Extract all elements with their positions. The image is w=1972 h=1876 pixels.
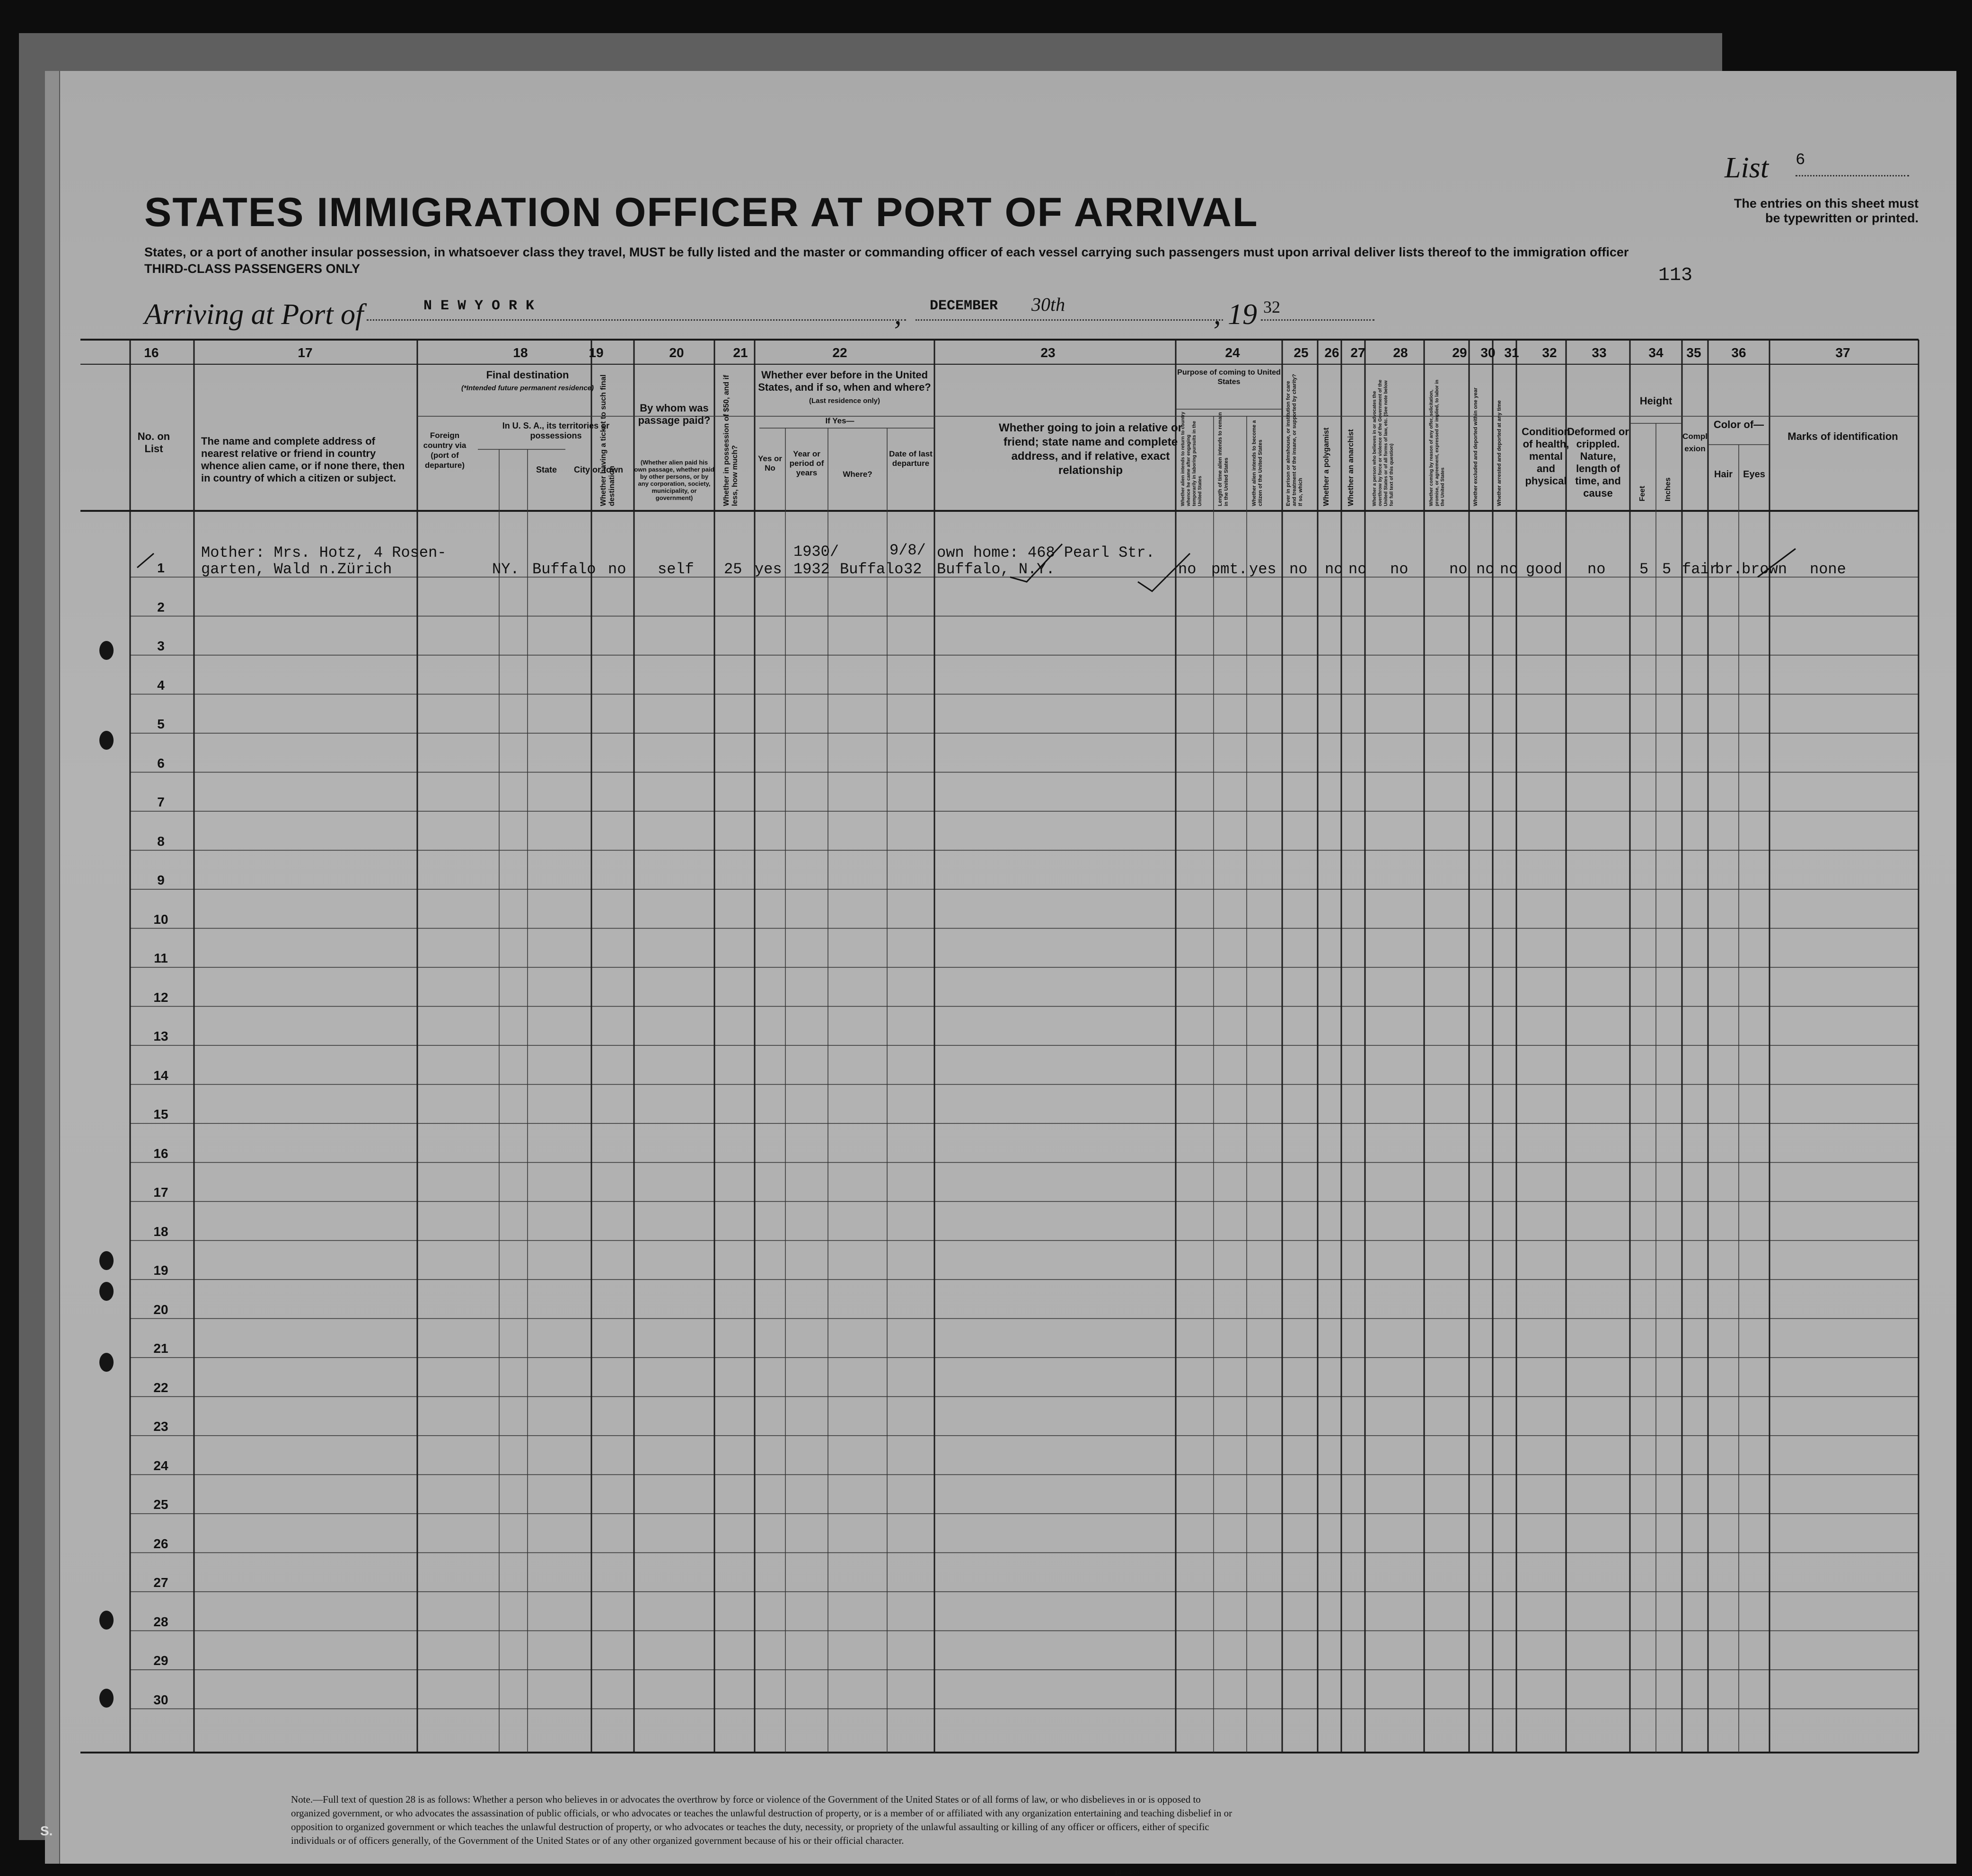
page-title: STATES IMMIGRATION OFFICER AT PORT OF ARRIVAL <box>144 190 1259 235</box>
row-number: 21 <box>153 1341 168 1356</box>
col-number: 22 <box>832 345 847 360</box>
header-anarchist: Whether an anarchist <box>1347 429 1355 506</box>
entry-overthrow: no <box>1390 561 1409 578</box>
entry-citizen: yes <box>1249 561 1277 578</box>
row-number: 12 <box>153 990 168 1005</box>
date-day: 30th <box>1031 294 1065 315</box>
entries-note-1: The entries on this sheet must <box>1734 196 1919 210</box>
header-return: Whether alien intends to return to country whence he came after engaging temporarily in laboring pursuits in the United States <box>1180 412 1203 506</box>
instruction-line-2: THIRD-CLASS PASSENGERS ONLY <box>144 262 361 276</box>
header-join-relative: Whether going to join a relative or friend; state name and complete address, and if relative, exact relationship <box>998 421 1183 477</box>
col-number: 20 <box>669 345 684 360</box>
entry-before-in-us: yes <box>755 561 782 578</box>
entry-anarchist: no <box>1348 561 1367 578</box>
row-number: 28 <box>153 1614 168 1629</box>
col-number: 34 <box>1648 345 1664 360</box>
manifest-sheet: List 6 STATES IMMIGRATION OFFICER AT PORT OF ARRIVAL The entries on this sheet must be typewritten or printed. States, or a port of another insular possession, in whatsoever class they travel, MUST be fully listed and the master or commanding officer of each vessel carrying such passengers must upon arrival deliver lists thereof to the immigration officer THIRD-CLASS PASSENGERS ONLY 113 Arriving at Port of N E W Y O R K , DECEMBER 30th , 19 32 16 17 18 19 20 21 22 23 24 25 26 27 28 29 30 31 32 33 34 35 36 37 No. on List The name and complete address of nearest relative or friend in country whence alien came, or if none there, then in country of which a citizen or subject. Final destination (*Intended future permanent residence) Foreign country via (port of departure) In U. S. A., its territories or possessions State City or town Whether having a ticket to such final destination By whom was passage paid? (Whether alien paid his own passage, whether paid by other persons, or by any corporation, society, municipality, or government) Whether in possession of $50, and if less, how much? Whether ever before in the United States, and if so, when and where? (Last residence only) If Yes— Yes or No Year or period of years Where? Date of last departure Whether going to join a relative or friend; state name and complete address, and if relative, exact relationship Purpose of coming to United States Whether alien intends to return to country whence he came after engaging temporarily in laboring pursuits in the United States Length of time alien intends to remain in the United States Whether alien intends to become a citizen of the United States Ever in prison or almshouse, or institution for care and treatment of the insane, or supported by charity? If so, which Whether a polygamist Whether an anarchist Whether a person who believes in or advocates the overthrow by force or violence of the Government of the United States or of all forms of law, etc. (See note below for full text of this question) Whether coming by reason of any offer, solicitation, promise, or agreement, expressed or implied, to labor in the United States Whether excluded and deported within one year Whether arrested and deported at any time Condition of health, mental and physical Deformed or crippled. Nature, length of time, and cause Height Feet Inches Complexion Color of— Hair Eyes Marks of identification 1 2 3 4 5 6 7 8 9 10 11 12 13 14 15 16 17 18 19 20 21 22 23 24 25 26 27 28 29 30 Mother: Mrs. Hotz, 4 Rosen- garten, Wald n.Zürich NY. Buffalo no self 25 yes 1930/ 1932 Buffalo 9/8/ 32 own home: 468 Pearl Str. Buffalo, N.Y. no pmt. yes no no no no no no no good no 5 5 fair br. brown none Note.—Full text of question 28 is as follows: Whether a person who believes in or advocates the overthrow by force or violence of the Government of the United States or of all forms of law, or who disbelieves in or is opposed to organized government, or who advocates the assassination of public officials, or who advocates or teaches the unlawful destruction of property, or is a member of or affiliated with any organization entertaining and teaching disbelief in or opposition to organized government or which teaches the unlawful destruction of property, or who advocates or teaches the duty, necessity, or propriety of the unlawful assaulting or killing of any officer or officers, either of specific individuals or of officers generally, of the Government of the United States or of any other organized government because of his or their official character. 14—480 S. <box>45 71 1956 1864</box>
row-number: 16 <box>153 1146 168 1161</box>
row-number: 24 <box>153 1458 168 1473</box>
entry-arrested: no <box>1500 561 1518 578</box>
col-number: 33 <box>1592 345 1607 360</box>
entry-return: no <box>1178 561 1197 578</box>
entry-length: pmt. <box>1211 561 1248 578</box>
col-number: 17 <box>298 345 313 360</box>
row-number: 19 <box>153 1263 168 1278</box>
entry-years-2: 1932 <box>793 561 830 578</box>
col-number: 29 <box>1452 345 1467 360</box>
header-polygamist: Whether a polygamist <box>1322 427 1330 506</box>
row-number: 2 <box>157 599 165 614</box>
col-number: 35 <box>1686 345 1701 360</box>
row-number: 10 <box>153 912 168 927</box>
header-inches: Inches <box>1664 477 1672 501</box>
header-final-destination: Final destination <box>486 369 569 381</box>
header-state: State <box>536 465 557 474</box>
header-citizen: Whether alien intends to become a citizen of the United States <box>1251 420 1263 506</box>
header-prison: Ever in prison or almshouse, or institution for care and treatment of the insane, or supported by charity? If so, which <box>1285 374 1303 506</box>
col-number: 31 <box>1504 345 1519 360</box>
row-number: 26 <box>153 1536 168 1551</box>
col-number: 24 <box>1225 345 1240 360</box>
entry-departure-1: 9/8/ <box>889 542 926 559</box>
entry-passage-paid: self <box>658 561 694 578</box>
header-passage-sub: (Whether alien paid his own passage, whether paid by other persons, or by any corporation, society, municipality, or government) <box>634 459 714 501</box>
row-number: 6 <box>157 755 165 771</box>
header-if-yes: If Yes— <box>825 416 854 425</box>
header-length: Length of time alien intends to remain in the United States <box>1217 412 1229 506</box>
header-color: Color of— <box>1713 419 1764 430</box>
header-year: Year or period of years <box>789 449 824 477</box>
header-money: Whether in possession of $50, and if less, how much? <box>722 375 739 506</box>
header-before-in-us: Whether ever before in the United States, and if so, when and where? <box>758 369 931 393</box>
row-number: 14 <box>153 1068 168 1083</box>
entry-prison: no <box>1289 561 1308 578</box>
entry-deformed: no <box>1587 561 1606 578</box>
col-number: 27 <box>1350 345 1365 360</box>
col-number: 25 <box>1294 345 1309 360</box>
year-prefix: 19 <box>1228 298 1257 331</box>
entry-excluded: no <box>1476 561 1495 578</box>
entry-inches: 5 <box>1662 561 1672 578</box>
col-number: 18 <box>513 345 528 360</box>
entry-complexion: fair <box>1682 561 1718 578</box>
header-eyes: Eyes <box>1743 469 1765 480</box>
row-number: 25 <box>153 1497 168 1512</box>
row-number: 20 <box>153 1302 168 1317</box>
col-number: 26 <box>1324 345 1339 360</box>
list-number: 6 <box>1796 151 1805 169</box>
entries-note-2: be typewritten or printed. <box>1765 211 1919 225</box>
col-number: 16 <box>144 345 159 360</box>
header-no-on-list: No. on List <box>137 430 170 455</box>
header-marks: Marks of identification <box>1787 430 1898 442</box>
col-number: 32 <box>1542 345 1557 360</box>
entry-marks: none <box>1810 561 1846 578</box>
col-number: 30 <box>1480 345 1496 360</box>
arriving-label: Arriving at Port of <box>144 298 364 331</box>
row-number: 5 <box>157 717 165 731</box>
header-where: Where? <box>843 470 872 479</box>
entry-join-1: own home: 468 Pearl Str. <box>937 544 1155 561</box>
entry-departure-2: 32 <box>904 561 922 578</box>
entry-relative-line-1: Mother: Mrs. Hotz, 4 Rosen- <box>201 544 447 561</box>
entry-where: Buffalo <box>840 561 904 578</box>
header-offer: Whether coming by reason of any offer, solicitation, promise, or agreement, expressed or implied, to labor in the United States <box>1429 379 1445 506</box>
header-foreign-country: Foreign country via (port of departure) <box>423 431 467 470</box>
entry-ticket: no <box>608 561 626 578</box>
header-relative: The name and complete address of nearest relative or friend in country whence alien came, or if none there, then in country of which a citizen or subject. <box>201 435 405 484</box>
col-number: 19 <box>589 345 604 360</box>
col-number: 28 <box>1393 345 1408 360</box>
instruction-line-1: States, or a port of another insular possession, in whatsoever class they travel, MUST be fully listed and the master or commanding officer of each vessel carrying such passengers must upon arrival deliver lists thereof to the immigration officer <box>144 245 1629 259</box>
header-date-departure: Date of last departure <box>889 449 933 468</box>
question-28-note: Note.—Full text of question 28 is as follows: Whether a person who believes in or advocates the overthrow by force or violence of the Government of the United States or of all forms of law, or who disbelieves in or is opposed to organized government, or who advocates the assassination of public officials, or who advocates or teaches the unlawful destruction of property, or is a member of or affiliated with any organization entertaining and teaching disbelief in or opposition to organized government or which teaches the unlawful destruction of property, or who advocates or teaches the duty, necessity, or propriety of the unlawful assaulting or killing of any officer or officers, either of specific individuals or of officers generally, of the Government of the United States or of any other organized government because of his or their official character. <box>291 1794 1232 1846</box>
row-number: 7 <box>157 795 165 809</box>
date-month: DECEMBER <box>930 298 998 314</box>
entry-state: NY. <box>492 561 519 578</box>
year-suffix: 32 <box>1263 298 1280 316</box>
entry-join-2: Buffalo, N.Y. <box>937 561 1055 578</box>
side-mark: S. <box>40 1823 53 1838</box>
row-number: 30 <box>153 1692 168 1707</box>
header-height: Height <box>1639 395 1673 407</box>
header-hair: Hair <box>1714 469 1733 480</box>
header-final-destination-sub: (*Intended future permanent residence) <box>461 384 594 392</box>
row-number: 22 <box>153 1380 168 1395</box>
entry-eyes: brown <box>1742 561 1787 578</box>
row-number: 8 <box>157 833 165 849</box>
entry-offer: no <box>1449 561 1468 578</box>
port-value: N E W Y O R K <box>423 298 535 314</box>
list-label: List <box>1725 152 1769 184</box>
row-number: 11 <box>154 951 168 965</box>
row-number: 4 <box>157 677 165 693</box>
col-number: 23 <box>1040 345 1056 360</box>
header-overthrow: Whether a person who believes in or advocates the overthrow by force or violence of the Government of the United States or of all forms of law, etc. (See note below for full text of this question) <box>1372 379 1394 506</box>
row-number: 15 <box>153 1107 168 1122</box>
form-number: 14—480 <box>1114 1868 1139 1876</box>
entry-polygamist: no <box>1325 561 1343 578</box>
header-health: Condition of health, mental and physical <box>1522 426 1570 487</box>
header-passage: By whom was passage paid? <box>638 402 711 426</box>
header-in-usa: In U. S. A., its territories or possessions <box>502 421 610 440</box>
row-number: 29 <box>153 1653 168 1668</box>
row-number: 13 <box>153 1029 168 1043</box>
row-number: 3 <box>157 639 165 653</box>
row-number: 1 <box>157 561 165 575</box>
header-arrested: Whether arrested and deported at any time <box>1497 400 1502 506</box>
row-number: 17 <box>153 1185 168 1200</box>
check-marks <box>45 71 1956 1864</box>
header-city: City or town <box>574 465 623 474</box>
header-purpose: Purpose of coming to United States <box>1177 368 1281 386</box>
entry-money: 25 <box>724 561 742 578</box>
row-number: 27 <box>153 1575 168 1590</box>
stamp-number: 113 <box>1658 265 1693 286</box>
header-excluded: Whether excluded and deported within one year <box>1473 387 1479 506</box>
row-number: 23 <box>153 1419 168 1434</box>
entry-years-1: 1930/ <box>793 543 839 561</box>
header-feet: Feet <box>1638 486 1646 501</box>
entry-hair: br. <box>1715 561 1743 578</box>
header-complexion: Complexion <box>1682 432 1708 453</box>
entry-city: Buffalo <box>532 561 596 578</box>
row-number: 18 <box>153 1224 168 1239</box>
col-number: 37 <box>1835 345 1850 360</box>
col-number: 21 <box>733 345 748 360</box>
entry-relative-line-2: garten, Wald n.Zürich <box>201 561 392 578</box>
col-number: 36 <box>1731 345 1746 360</box>
header-yes-no: Yes or No <box>757 454 783 473</box>
header-ticket: Whether having a ticket to such final destination <box>599 374 616 506</box>
row-number: 9 <box>157 873 165 887</box>
entry-health: good <box>1526 561 1562 578</box>
header-deformed: Deformed or crippled. Nature, length of time, and cause <box>1567 426 1629 499</box>
entry-feet: 5 <box>1639 561 1649 578</box>
header-before-sub: (Last residence only) <box>809 397 880 405</box>
